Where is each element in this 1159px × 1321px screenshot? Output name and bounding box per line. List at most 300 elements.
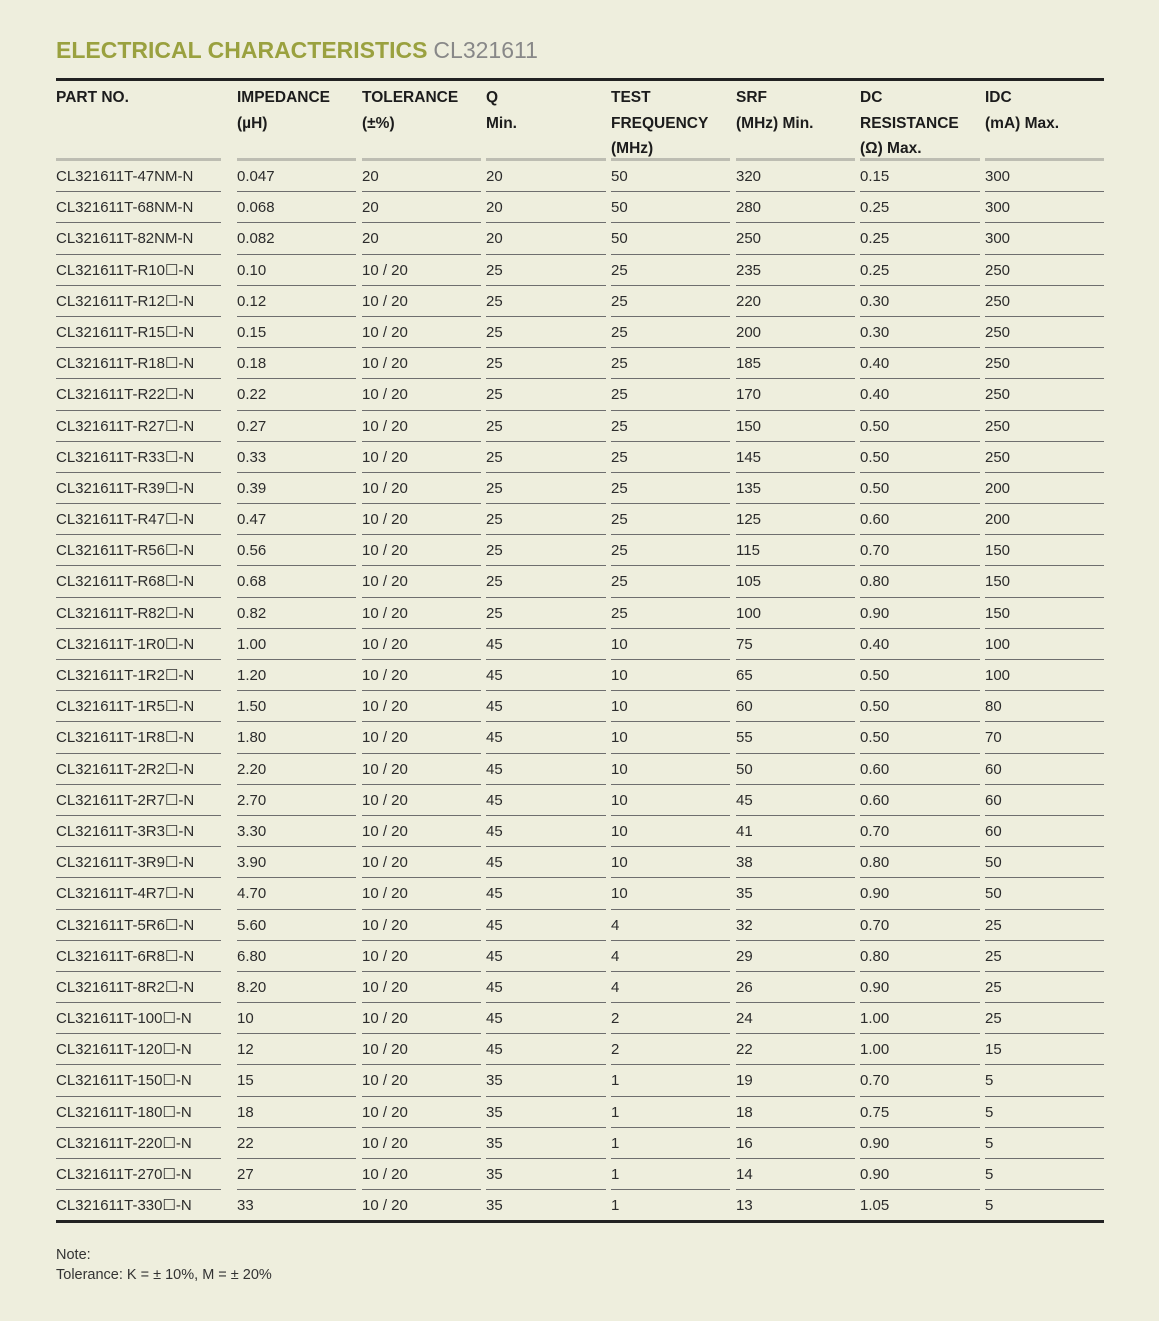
cell-impedance: 6.80 bbox=[237, 947, 267, 965]
header-idc bbox=[985, 85, 1059, 136]
table-bottom-rule bbox=[56, 1220, 1104, 1223]
cell-test-frequency: 1 bbox=[611, 1134, 620, 1152]
cell-idc: 200 bbox=[985, 479, 1011, 497]
cell-test-frequency: 25 bbox=[611, 542, 628, 560]
cell-srf: 200 bbox=[736, 323, 762, 341]
table-row bbox=[56, 286, 1104, 317]
table-row bbox=[56, 1034, 1104, 1065]
cell-part-no: CL321611T-270☐-N bbox=[56, 1166, 192, 1183]
cell-test-frequency: 50 bbox=[611, 230, 628, 248]
cell-part-no: CL321611T-R82☐-N bbox=[56, 604, 195, 622]
cell-part-no: CL321611T-R68☐-N bbox=[56, 573, 195, 591]
cell-q-min: 25 bbox=[486, 261, 503, 279]
cell-part-no: CL321611T-1R2☐-N bbox=[56, 667, 195, 684]
cell-test-frequency: 25 bbox=[611, 386, 628, 404]
cell-srf: 16 bbox=[736, 1134, 753, 1152]
cell-tolerance: 10 / 20 bbox=[362, 729, 408, 747]
cell-srf: 65 bbox=[736, 667, 753, 684]
cell-impedance: 33 bbox=[237, 1197, 254, 1215]
cell-test-frequency: 10 bbox=[611, 729, 628, 747]
cell-q-min: 45 bbox=[486, 978, 503, 996]
header-line: DC bbox=[860, 89, 883, 106]
cell-impedance: 5.60 bbox=[237, 916, 267, 934]
cell-q-min: 45 bbox=[486, 854, 503, 872]
cell-dc-resistance: 0.90 bbox=[860, 1166, 890, 1183]
cell-impedance: 2.70 bbox=[237, 791, 267, 809]
table-row bbox=[56, 317, 1104, 348]
cell-srf: 185 bbox=[736, 355, 762, 373]
cell-tolerance: 10 / 20 bbox=[362, 854, 408, 872]
cell-impedance: 1.20 bbox=[237, 667, 267, 684]
cell-dc-resistance: 0.70 bbox=[860, 1072, 890, 1090]
cell-q-min: 25 bbox=[486, 542, 503, 560]
cell-tolerance: 20 bbox=[362, 199, 379, 217]
table-row bbox=[56, 660, 1104, 691]
cell-impedance: 0.18 bbox=[237, 355, 267, 373]
cell-q-min: 25 bbox=[486, 448, 503, 466]
cell-srf: 250 bbox=[736, 230, 762, 248]
cell-part-no: CL321611T-2R2☐-N bbox=[56, 760, 195, 778]
cell-q-min: 25 bbox=[486, 386, 503, 404]
cell-idc: 150 bbox=[985, 604, 1011, 622]
cell-srf: 100 bbox=[736, 604, 762, 622]
cell-idc: 150 bbox=[985, 542, 1011, 560]
cell-idc: 5 bbox=[985, 1134, 994, 1152]
cell-dc-resistance: 0.90 bbox=[860, 1134, 890, 1152]
cell-dc-resistance: 0.90 bbox=[860, 604, 890, 622]
cell-impedance: 0.33 bbox=[237, 448, 267, 466]
cell-dc-resistance: 0.30 bbox=[860, 323, 890, 341]
cell-tolerance: 10 / 20 bbox=[362, 542, 408, 560]
cell-part-no: CL321611T-220☐-N bbox=[56, 1134, 192, 1152]
cell-q-min: 45 bbox=[486, 1041, 503, 1059]
cell-q-min: 25 bbox=[486, 355, 503, 373]
cell-srf: 235 bbox=[736, 261, 762, 279]
cell-test-frequency: 50 bbox=[611, 199, 628, 217]
table-row bbox=[56, 411, 1104, 442]
cell-tolerance: 10 / 20 bbox=[362, 604, 408, 622]
cell-impedance: 3.30 bbox=[237, 822, 267, 840]
cell-part-no: CL321611T-120☐-N bbox=[56, 1041, 192, 1059]
cell-idc: 25 bbox=[985, 916, 1002, 934]
cell-idc: 250 bbox=[985, 448, 1011, 466]
table-row bbox=[56, 566, 1104, 597]
note-text: Tolerance: K = ± 10%, M = ± 20% bbox=[56, 1267, 272, 1283]
cell-part-no: CL321611T-68NM-N bbox=[56, 199, 194, 217]
cell-idc: 250 bbox=[985, 417, 1011, 435]
cell-part-no: CL321611T-1R0☐-N bbox=[56, 635, 195, 653]
cell-srf: 19 bbox=[736, 1072, 753, 1090]
cell-test-frequency: 4 bbox=[611, 947, 620, 965]
cell-test-frequency: 25 bbox=[611, 448, 628, 466]
cell-impedance: 15 bbox=[237, 1072, 254, 1090]
table-row bbox=[56, 1003, 1104, 1034]
cell-impedance: 0.47 bbox=[237, 511, 267, 529]
cell-part-no: CL321611T-5R6☐-N bbox=[56, 916, 195, 934]
cell-dc-resistance: 0.50 bbox=[860, 448, 890, 466]
cell-idc: 5 bbox=[985, 1166, 994, 1183]
header-tolerance bbox=[362, 85, 458, 136]
cell-impedance: 1.50 bbox=[237, 698, 267, 716]
cell-srf: 45 bbox=[736, 791, 753, 809]
table-row bbox=[56, 255, 1104, 286]
cell-part-no: CL321611T-R18☐-N bbox=[56, 355, 195, 373]
cell-tolerance: 10 / 20 bbox=[362, 261, 408, 279]
cell-idc: 250 bbox=[985, 355, 1011, 373]
cell-test-frequency: 25 bbox=[611, 511, 628, 529]
cell-tolerance: 10 / 20 bbox=[362, 511, 408, 529]
cell-impedance: 0.68 bbox=[237, 573, 267, 591]
cell-idc: 250 bbox=[985, 323, 1011, 341]
table-row bbox=[56, 1128, 1104, 1159]
cell-dc-resistance: 0.80 bbox=[860, 573, 890, 591]
cell-tolerance: 10 / 20 bbox=[362, 323, 408, 341]
cell-idc: 25 bbox=[985, 1010, 1002, 1028]
cell-part-no: CL321611T-1R5☐-N bbox=[56, 698, 195, 716]
cell-tolerance: 10 / 20 bbox=[362, 635, 408, 653]
cell-idc: 60 bbox=[985, 760, 1002, 778]
cell-srf: 170 bbox=[736, 386, 762, 404]
cell-impedance: 1.80 bbox=[237, 729, 267, 747]
cell-tolerance: 10 / 20 bbox=[362, 573, 408, 591]
cell-dc-resistance: 0.75 bbox=[860, 1103, 890, 1121]
header-test-frequency bbox=[611, 85, 708, 162]
cell-impedance: 0.082 bbox=[237, 230, 275, 248]
cell-dc-resistance: 0.50 bbox=[860, 729, 890, 747]
cell-part-no: CL321611T-47NM-N bbox=[56, 168, 194, 185]
cell-tolerance: 10 / 20 bbox=[362, 417, 408, 435]
cell-q-min: 45 bbox=[486, 698, 503, 716]
cell-idc: 25 bbox=[985, 947, 1002, 965]
cell-srf: 50 bbox=[736, 760, 753, 778]
cell-tolerance: 10 / 20 bbox=[362, 698, 408, 716]
cell-part-no: CL321611T-8R2☐-N bbox=[56, 978, 195, 996]
cell-idc: 100 bbox=[985, 635, 1011, 653]
cell-part-no: CL321611T-1R8☐-N bbox=[56, 729, 195, 747]
cell-test-frequency: 25 bbox=[611, 479, 628, 497]
table-row bbox=[56, 722, 1104, 753]
cell-srf: 145 bbox=[736, 448, 762, 466]
cell-dc-resistance: 0.60 bbox=[860, 511, 890, 529]
cell-impedance: 8.20 bbox=[237, 978, 267, 996]
table-row bbox=[56, 1159, 1104, 1190]
cell-tolerance: 10 / 20 bbox=[362, 448, 408, 466]
cell-test-frequency: 1 bbox=[611, 1072, 620, 1090]
header-line: PART NO. bbox=[56, 89, 129, 106]
cell-q-min: 25 bbox=[486, 573, 503, 591]
cell-srf: 135 bbox=[736, 479, 762, 497]
cell-dc-resistance: 1.05 bbox=[860, 1197, 890, 1215]
header-line: (µH) bbox=[237, 114, 268, 132]
cell-test-frequency: 10 bbox=[611, 760, 628, 778]
header-q-min bbox=[486, 85, 517, 136]
cell-part-no: CL321611T-R10☐-N bbox=[56, 261, 195, 279]
cell-test-frequency: 10 bbox=[611, 822, 628, 840]
header-line: (mA) Max. bbox=[985, 114, 1060, 132]
table-row bbox=[56, 972, 1104, 1003]
cell-dc-resistance: 0.90 bbox=[860, 978, 890, 996]
section-title: ELECTRICAL CHARACTERISTICS bbox=[56, 37, 428, 63]
cell-impedance: 0.39 bbox=[237, 479, 267, 497]
cell-part-no: CL321611T-180☐-N bbox=[56, 1103, 192, 1121]
header-line: TEST bbox=[611, 89, 651, 106]
cell-test-frequency: 10 bbox=[611, 885, 628, 903]
cell-srf: 220 bbox=[736, 292, 762, 310]
cell-part-no: CL321611T-82NM-N bbox=[56, 230, 194, 248]
table-row bbox=[56, 816, 1104, 847]
cell-test-frequency: 25 bbox=[611, 604, 628, 622]
header-line: IMPEDANCE bbox=[237, 89, 331, 106]
cell-tolerance: 10 / 20 bbox=[362, 1134, 408, 1152]
cell-tolerance: 20 bbox=[362, 168, 379, 185]
cell-q-min: 25 bbox=[486, 417, 503, 435]
cell-idc: 60 bbox=[985, 791, 1002, 809]
cell-srf: 22 bbox=[736, 1041, 753, 1059]
cell-idc: 150 bbox=[985, 573, 1011, 591]
cell-test-frequency: 2 bbox=[611, 1010, 620, 1028]
table-row bbox=[56, 348, 1104, 379]
cell-dc-resistance: 1.00 bbox=[860, 1041, 890, 1059]
cell-test-frequency: 4 bbox=[611, 978, 620, 996]
table-row bbox=[56, 473, 1104, 504]
header-line: TOLERANCE bbox=[362, 89, 459, 106]
cell-dc-resistance: 0.25 bbox=[860, 199, 890, 217]
cell-test-frequency: 25 bbox=[611, 292, 628, 310]
cell-test-frequency: 25 bbox=[611, 355, 628, 373]
cell-q-min: 45 bbox=[486, 667, 503, 684]
cell-srf: 125 bbox=[736, 511, 762, 529]
cell-test-frequency: 1 bbox=[611, 1103, 620, 1121]
cell-srf: 75 bbox=[736, 635, 753, 653]
cell-impedance: 1.00 bbox=[237, 635, 267, 653]
cell-q-min: 25 bbox=[486, 479, 503, 497]
cell-impedance: 0.27 bbox=[237, 417, 267, 435]
cell-test-frequency: 25 bbox=[611, 417, 628, 435]
table-top-rule bbox=[56, 78, 1104, 81]
cell-srf: 14 bbox=[736, 1166, 753, 1183]
cell-impedance: 4.70 bbox=[237, 885, 267, 903]
cell-dc-resistance: 1.00 bbox=[860, 1010, 890, 1028]
header-line: Min. bbox=[486, 114, 517, 132]
cell-dc-resistance: 0.60 bbox=[860, 791, 890, 809]
cell-q-min: 45 bbox=[486, 822, 503, 840]
table-row bbox=[56, 442, 1104, 473]
cell-impedance: 0.56 bbox=[237, 542, 267, 560]
cell-tolerance: 10 / 20 bbox=[362, 1041, 408, 1059]
cell-srf: 60 bbox=[736, 698, 753, 716]
cell-dc-resistance: 0.60 bbox=[860, 760, 890, 778]
cell-tolerance: 10 / 20 bbox=[362, 479, 408, 497]
cell-q-min: 35 bbox=[486, 1072, 503, 1090]
cell-q-min: 20 bbox=[486, 230, 503, 248]
cell-part-no: CL321611T-100☐-N bbox=[56, 1010, 192, 1028]
header-impedance bbox=[237, 85, 330, 136]
cell-srf: 24 bbox=[736, 1010, 753, 1028]
cell-idc: 50 bbox=[985, 885, 1002, 903]
cell-dc-resistance: 0.30 bbox=[860, 292, 890, 310]
cell-idc: 60 bbox=[985, 822, 1002, 840]
cell-idc: 5 bbox=[985, 1072, 994, 1090]
cell-tolerance: 10 / 20 bbox=[362, 1197, 408, 1215]
table-row bbox=[56, 847, 1104, 878]
cell-dc-resistance: 0.25 bbox=[860, 261, 890, 279]
cell-impedance: 18 bbox=[237, 1103, 254, 1121]
cell-srf: 320 bbox=[736, 168, 762, 185]
cell-test-frequency: 10 bbox=[611, 635, 628, 653]
cell-srf: 55 bbox=[736, 729, 753, 747]
cell-q-min: 20 bbox=[486, 199, 503, 217]
header-line: (±%) bbox=[362, 114, 395, 132]
cell-idc: 80 bbox=[985, 698, 1002, 716]
cell-part-no: CL321611T-R12☐-N bbox=[56, 292, 195, 310]
cell-impedance: 0.068 bbox=[237, 199, 275, 217]
cell-idc: 5 bbox=[985, 1197, 994, 1215]
cell-srf: 32 bbox=[736, 916, 753, 934]
cell-tolerance: 10 / 20 bbox=[362, 1010, 408, 1028]
cell-dc-resistance: 0.40 bbox=[860, 355, 890, 373]
cell-srf: 29 bbox=[736, 947, 753, 965]
note-heading: Note: bbox=[56, 1247, 91, 1263]
cell-dc-resistance: 0.70 bbox=[860, 916, 890, 934]
cell-part-no: CL321611T-150☐-N bbox=[56, 1072, 192, 1090]
cell-idc: 300 bbox=[985, 230, 1011, 248]
table-row bbox=[56, 1097, 1104, 1128]
table-row bbox=[56, 941, 1104, 972]
cell-dc-resistance: 0.70 bbox=[860, 822, 890, 840]
cell-idc: 15 bbox=[985, 1041, 1002, 1059]
header-line: (Ω) Max. bbox=[860, 140, 922, 157]
cell-idc: 50 bbox=[985, 854, 1002, 872]
cell-idc: 300 bbox=[985, 168, 1011, 185]
cell-q-min: 45 bbox=[486, 791, 503, 809]
cell-impedance: 22 bbox=[237, 1134, 254, 1152]
note-block bbox=[56, 1245, 272, 1285]
cell-dc-resistance: 0.25 bbox=[860, 230, 890, 248]
table-row bbox=[56, 785, 1104, 816]
cell-srf: 280 bbox=[736, 199, 762, 217]
cell-impedance: 0.22 bbox=[237, 386, 267, 404]
cell-q-min: 35 bbox=[486, 1134, 503, 1152]
cell-part-no: CL321611T-330☐-N bbox=[56, 1197, 192, 1215]
table-row bbox=[56, 223, 1104, 254]
cell-dc-resistance: 0.80 bbox=[860, 854, 890, 872]
cell-test-frequency: 10 bbox=[611, 698, 628, 716]
cell-q-min: 25 bbox=[486, 511, 503, 529]
cell-dc-resistance: 0.40 bbox=[860, 386, 890, 404]
cell-part-no: CL321611T-2R7☐-N bbox=[56, 791, 195, 809]
cell-idc: 25 bbox=[985, 978, 1002, 996]
cell-q-min: 35 bbox=[486, 1197, 503, 1215]
cell-part-no: CL321611T-R56☐-N bbox=[56, 542, 195, 560]
cell-tolerance: 10 / 20 bbox=[362, 292, 408, 310]
cell-tolerance: 10 / 20 bbox=[362, 667, 408, 684]
cell-tolerance: 10 / 20 bbox=[362, 916, 408, 934]
cell-tolerance: 10 / 20 bbox=[362, 760, 408, 778]
cell-dc-resistance: 0.70 bbox=[860, 542, 890, 560]
header-line: RESISTANCE bbox=[860, 114, 959, 132]
cell-tolerance: 10 / 20 bbox=[362, 1072, 408, 1090]
cell-q-min: 35 bbox=[486, 1103, 503, 1121]
cell-part-no: CL321611T-R15☐-N bbox=[56, 323, 195, 341]
cell-q-min: 35 bbox=[486, 1166, 503, 1183]
cell-test-frequency: 25 bbox=[611, 323, 628, 341]
cell-impedance: 0.82 bbox=[237, 604, 267, 622]
header-line: (MHz) bbox=[611, 140, 654, 157]
cell-tolerance: 10 / 20 bbox=[362, 1166, 408, 1183]
table-row bbox=[56, 629, 1104, 660]
cell-srf: 13 bbox=[736, 1197, 753, 1215]
table-row bbox=[56, 192, 1104, 223]
cell-part-no: CL321611T-R27☐-N bbox=[56, 417, 195, 435]
cell-idc: 300 bbox=[985, 199, 1011, 217]
cell-part-no: CL321611T-R39☐-N bbox=[56, 479, 195, 497]
cell-q-min: 25 bbox=[486, 604, 503, 622]
cell-srf: 150 bbox=[736, 417, 762, 435]
cell-idc: 250 bbox=[985, 261, 1011, 279]
header-line: FREQUENCY bbox=[611, 114, 709, 132]
cell-q-min: 45 bbox=[486, 947, 503, 965]
cell-dc-resistance: 0.50 bbox=[860, 417, 890, 435]
header-part-no bbox=[56, 85, 129, 111]
table-row bbox=[56, 161, 1104, 192]
table-row bbox=[56, 754, 1104, 785]
cell-test-frequency: 10 bbox=[611, 791, 628, 809]
cell-impedance: 27 bbox=[237, 1166, 254, 1183]
header-dc-resistance bbox=[860, 85, 959, 162]
cell-part-no: CL321611T-R22☐-N bbox=[56, 386, 195, 404]
table-row bbox=[56, 1190, 1104, 1221]
table-row bbox=[56, 379, 1104, 410]
cell-impedance: 0.10 bbox=[237, 261, 267, 279]
cell-part-no: CL321611T-6R8☐-N bbox=[56, 947, 195, 965]
cell-test-frequency: 1 bbox=[611, 1166, 620, 1183]
cell-tolerance: 10 / 20 bbox=[362, 355, 408, 373]
table-row bbox=[56, 1065, 1104, 1096]
table-body bbox=[56, 161, 1104, 1221]
cell-dc-resistance: 0.50 bbox=[860, 667, 890, 684]
cell-srf: 38 bbox=[736, 854, 753, 872]
cell-idc: 100 bbox=[985, 667, 1011, 684]
model-number: CL321611 bbox=[433, 37, 538, 63]
cell-test-frequency: 2 bbox=[611, 1041, 620, 1059]
cell-tolerance: 10 / 20 bbox=[362, 791, 408, 809]
cell-q-min: 45 bbox=[486, 885, 503, 903]
cell-part-no: CL321611T-R33☐-N bbox=[56, 448, 195, 466]
cell-part-no: CL321611T-3R3☐-N bbox=[56, 822, 195, 840]
cell-impedance: 12 bbox=[237, 1041, 254, 1059]
cell-test-frequency: 50 bbox=[611, 168, 628, 185]
page-title bbox=[56, 36, 538, 64]
header-line: Q bbox=[486, 89, 499, 106]
cell-q-min: 45 bbox=[486, 760, 503, 778]
table-row bbox=[56, 504, 1104, 535]
cell-impedance: 2.20 bbox=[237, 760, 267, 778]
table-row bbox=[56, 535, 1104, 566]
table-row bbox=[56, 598, 1104, 629]
cell-impedance: 3.90 bbox=[237, 854, 267, 872]
cell-q-min: 25 bbox=[486, 323, 503, 341]
cell-tolerance: 10 / 20 bbox=[362, 822, 408, 840]
cell-impedance: 10 bbox=[237, 1010, 254, 1028]
cell-tolerance: 20 bbox=[362, 230, 379, 248]
cell-test-frequency: 10 bbox=[611, 667, 628, 684]
cell-idc: 250 bbox=[985, 292, 1011, 310]
table-row bbox=[56, 691, 1104, 722]
header-srf bbox=[736, 85, 813, 136]
cell-idc: 200 bbox=[985, 511, 1011, 529]
cell-part-no: CL321611T-4R7☐-N bbox=[56, 885, 195, 903]
table-row bbox=[56, 878, 1104, 909]
